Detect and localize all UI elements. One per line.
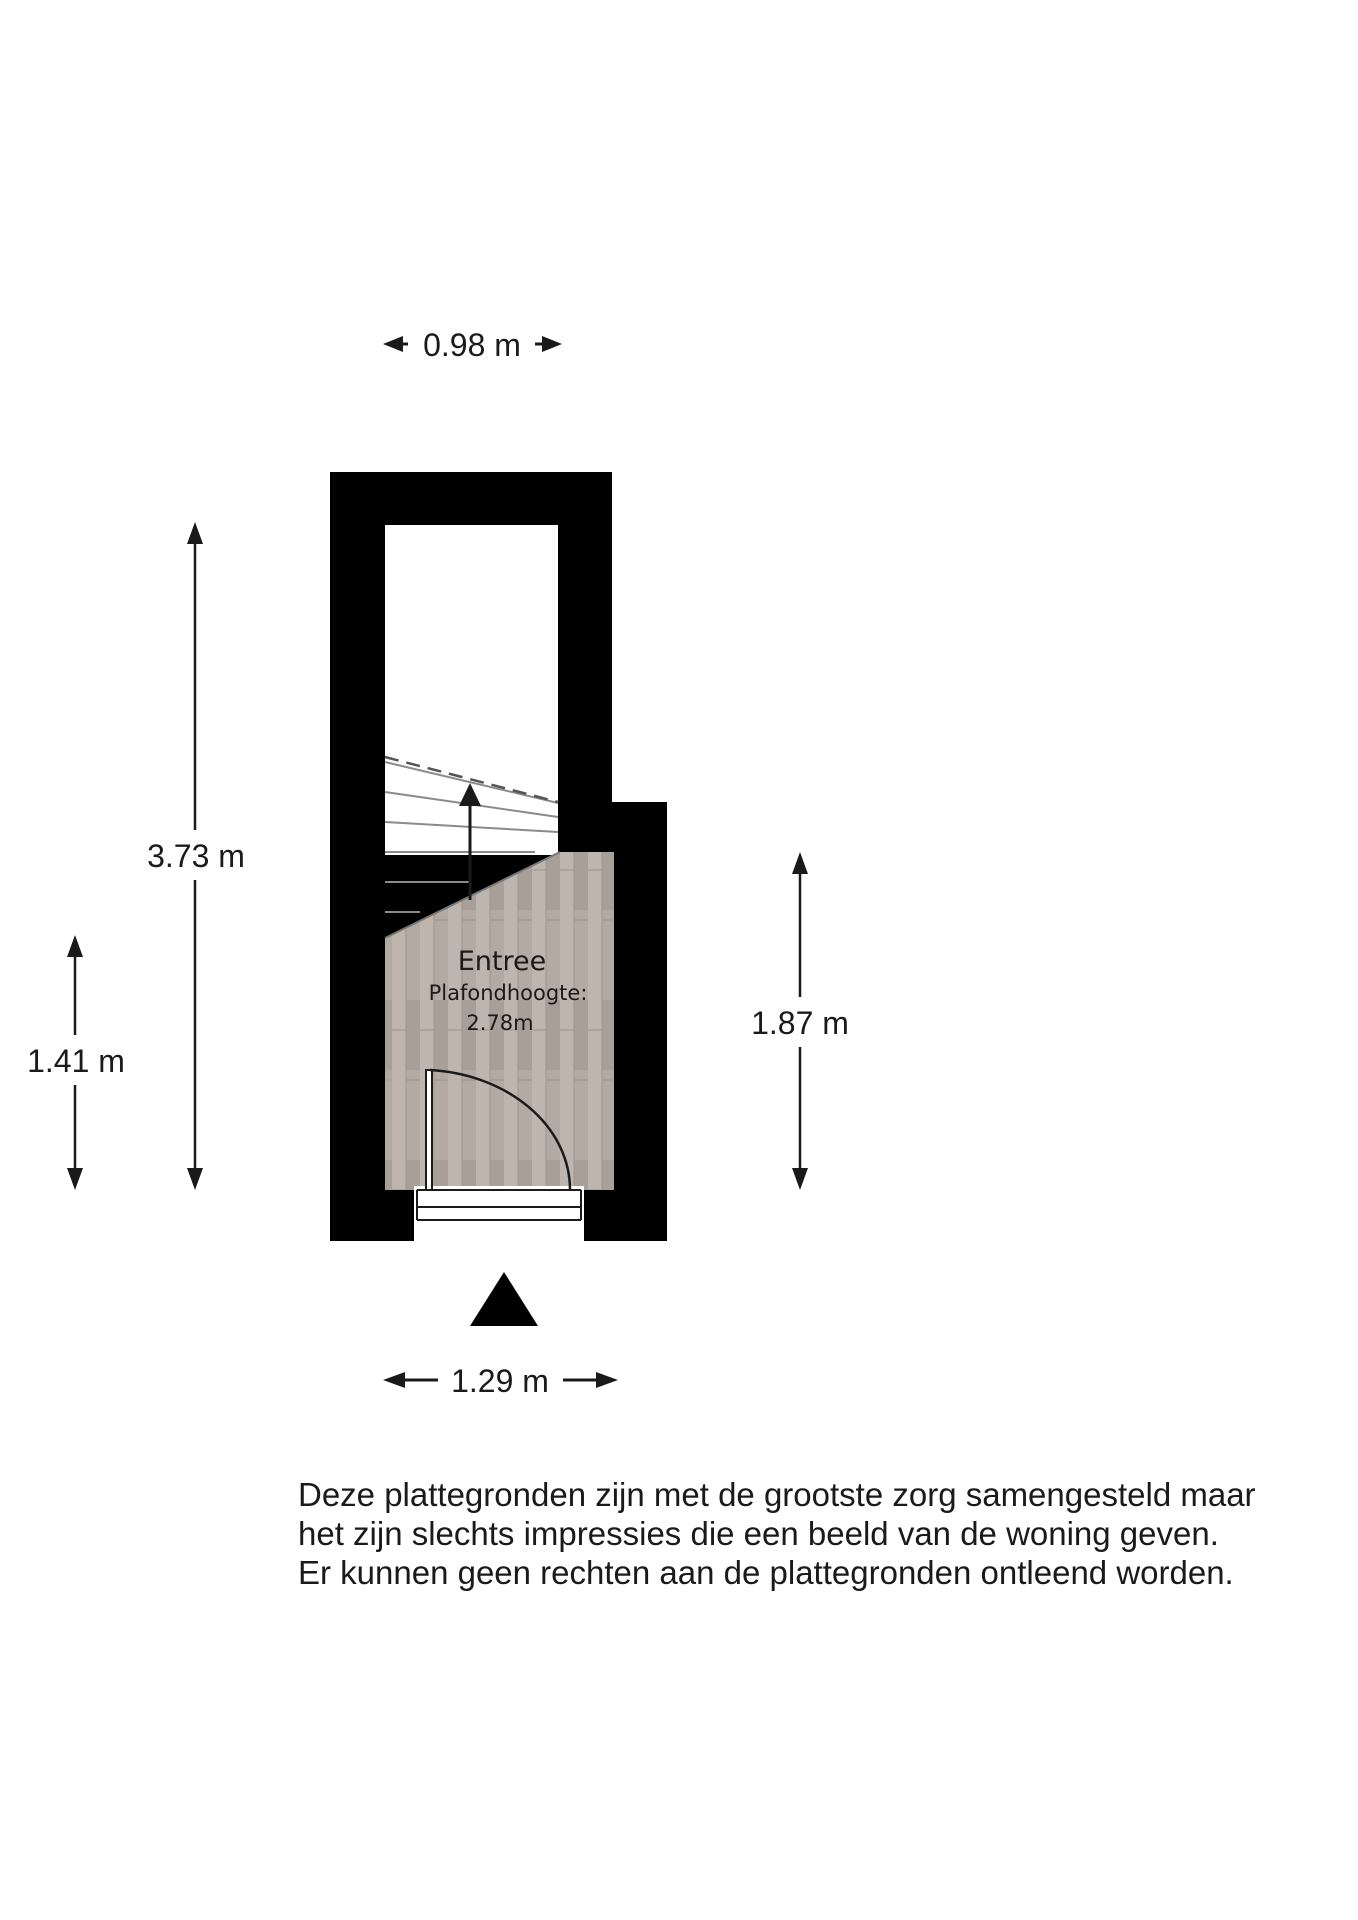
left-total-height-label: 3.73 m bbox=[147, 838, 245, 874]
right-height-label: 1.87 m bbox=[751, 1005, 849, 1041]
door-opening bbox=[414, 1186, 584, 1244]
entrance-triangle-icon bbox=[470, 1272, 538, 1326]
arrow-right-icon bbox=[542, 336, 562, 352]
arrow-right-icon bbox=[596, 1372, 618, 1388]
left-partial-height-label: 1.41 m bbox=[27, 1043, 125, 1079]
dimension-left-total bbox=[140, 522, 250, 1190]
room-name: Entree bbox=[457, 946, 547, 977]
disclaimer-line: Deze plattegronden zijn met de grootste zorg samengesteld maar bbox=[298, 1476, 1256, 1513]
dimension-bottom bbox=[383, 1363, 618, 1399]
disclaimer-line: het zijn slechts impressies die een beeld van de woning geven. bbox=[298, 1515, 1219, 1552]
arrow-left-icon bbox=[383, 1372, 405, 1388]
bottom-width-label: 1.29 m bbox=[451, 1363, 549, 1399]
dimension-top bbox=[383, 327, 562, 363]
disclaimer-line: Er kunnen geen rechten aan de plattegronden ontleend worden. bbox=[298, 1554, 1234, 1591]
top-width-label: 0.98 m bbox=[423, 327, 521, 363]
ceiling-label: Plafondhoogte: bbox=[428, 981, 588, 1005]
dimension-left-partial bbox=[20, 935, 130, 1190]
dimension-right bbox=[740, 852, 860, 1190]
ceiling-value: 2.78m bbox=[466, 1011, 534, 1035]
disclaimer bbox=[298, 1475, 1348, 1592]
